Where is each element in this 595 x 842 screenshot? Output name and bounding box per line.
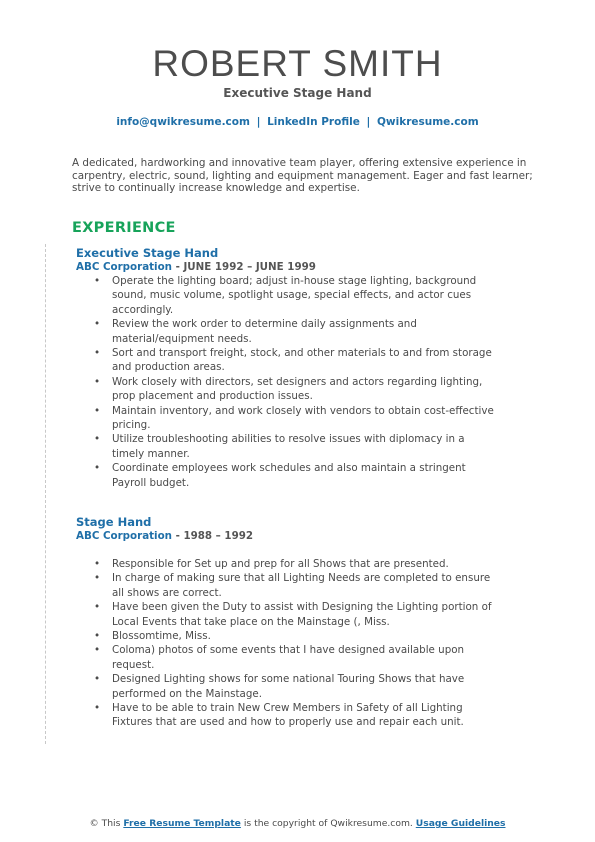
summary-text: A dedicated, hardworking and innovative team player, offering extensive experience in carpentry, electric, sound, lighting and equipment management. Eager and fast learner; strive to continually increase knowledge and expertise.: [72, 157, 533, 195]
duty-item: • Designed Lighting shows for some national Touring Shows that have performed on the Mainstage.: [94, 672, 494, 701]
footer: [0, 818, 595, 829]
website-link[interactable]: Qwikresume.com: [376, 116, 479, 128]
resume-header: [0, 44, 595, 129]
duty-item: • Responsible for Set up and prep for all Shows that are presented.: [94, 557, 494, 571]
experience-heading: EXPERIENCE: [72, 220, 176, 236]
duty-item: • Blossomtime, Miss.: [94, 629, 494, 643]
job-company: ABC Corporation: [76, 261, 172, 273]
candidate-role: Executive Stage Hand: [223, 86, 372, 100]
duty-item: • Have been given the Duty to assist with Designing the Lighting portion of Local Events that take place on the Mainstage (, Miss.: [94, 600, 494, 629]
duty-item: • Sort and transport freight, stock, and other materials to and from storage and production areas.: [94, 346, 494, 375]
job-dates: - JUNE 1992 – JUNE 1999: [172, 261, 316, 273]
footer-copyright-prefix: © This: [89, 818, 124, 829]
contact-separator: |: [256, 116, 261, 128]
duty-item: • Work closely with directors, set designers and actors regarding lighting, prop placement and production issues.: [94, 375, 494, 404]
usage-guidelines-link[interactable]: Usage Guidelines: [415, 818, 506, 829]
duty-item: • Review the work order to determine daily assignments and material/equipment needs.: [94, 317, 494, 346]
job-company-line: [76, 529, 516, 543]
job-title: Executive Stage Hand: [76, 246, 219, 260]
duty-item: • Operate the lighting board; adjust in-house stage lighting, background sound, music volume, spotlight usage, special effects, and actor cues accordingly.: [94, 274, 494, 317]
candidate-name: ROBERT SMITH: [152, 43, 443, 84]
duty-item: • Maintain inventory, and work closely with vendors to obtain cost-effective pricing.: [94, 404, 494, 433]
job-dates: - 1988 – 1992: [172, 530, 254, 542]
duty-item: • Coordinate employees work schedules and also maintain a stringent Payroll budget.: [94, 461, 494, 490]
job-company-line: [76, 260, 516, 274]
contact-line: [0, 115, 595, 129]
duty-item: • Have to be able to train New Crew Members in Safety of all Lighting Fixtures that are used and how to properly use and repair each unit.: [94, 701, 494, 730]
job-title: Stage Hand: [76, 515, 152, 529]
job-company: ABC Corporation: [76, 530, 172, 542]
duty-list: [94, 274, 494, 490]
timeline-divider: [45, 244, 46, 744]
duty-item: • Utilize troubleshooting abilities to resolve issues with diplomacy in a timely manner.: [94, 432, 494, 461]
email-link[interactable]: info@qwikresume.com: [116, 116, 250, 128]
job-entry: [76, 246, 516, 490]
contact-separator: |: [366, 116, 371, 128]
duty-list: [94, 557, 494, 730]
duty-item: • In charge of making sure that all Lighting Needs are completed to ensure all shows are correct.: [94, 571, 494, 600]
free-resume-template-link[interactable]: Free Resume Template: [123, 818, 241, 829]
linkedin-link[interactable]: LinkedIn Profile: [267, 116, 360, 128]
footer-copyright-middle: is the copyright of Qwikresume.com.: [240, 818, 416, 829]
job-entry: [76, 515, 516, 730]
duty-item: • Coloma) photos of some events that I have designed available upon request.: [94, 643, 494, 672]
